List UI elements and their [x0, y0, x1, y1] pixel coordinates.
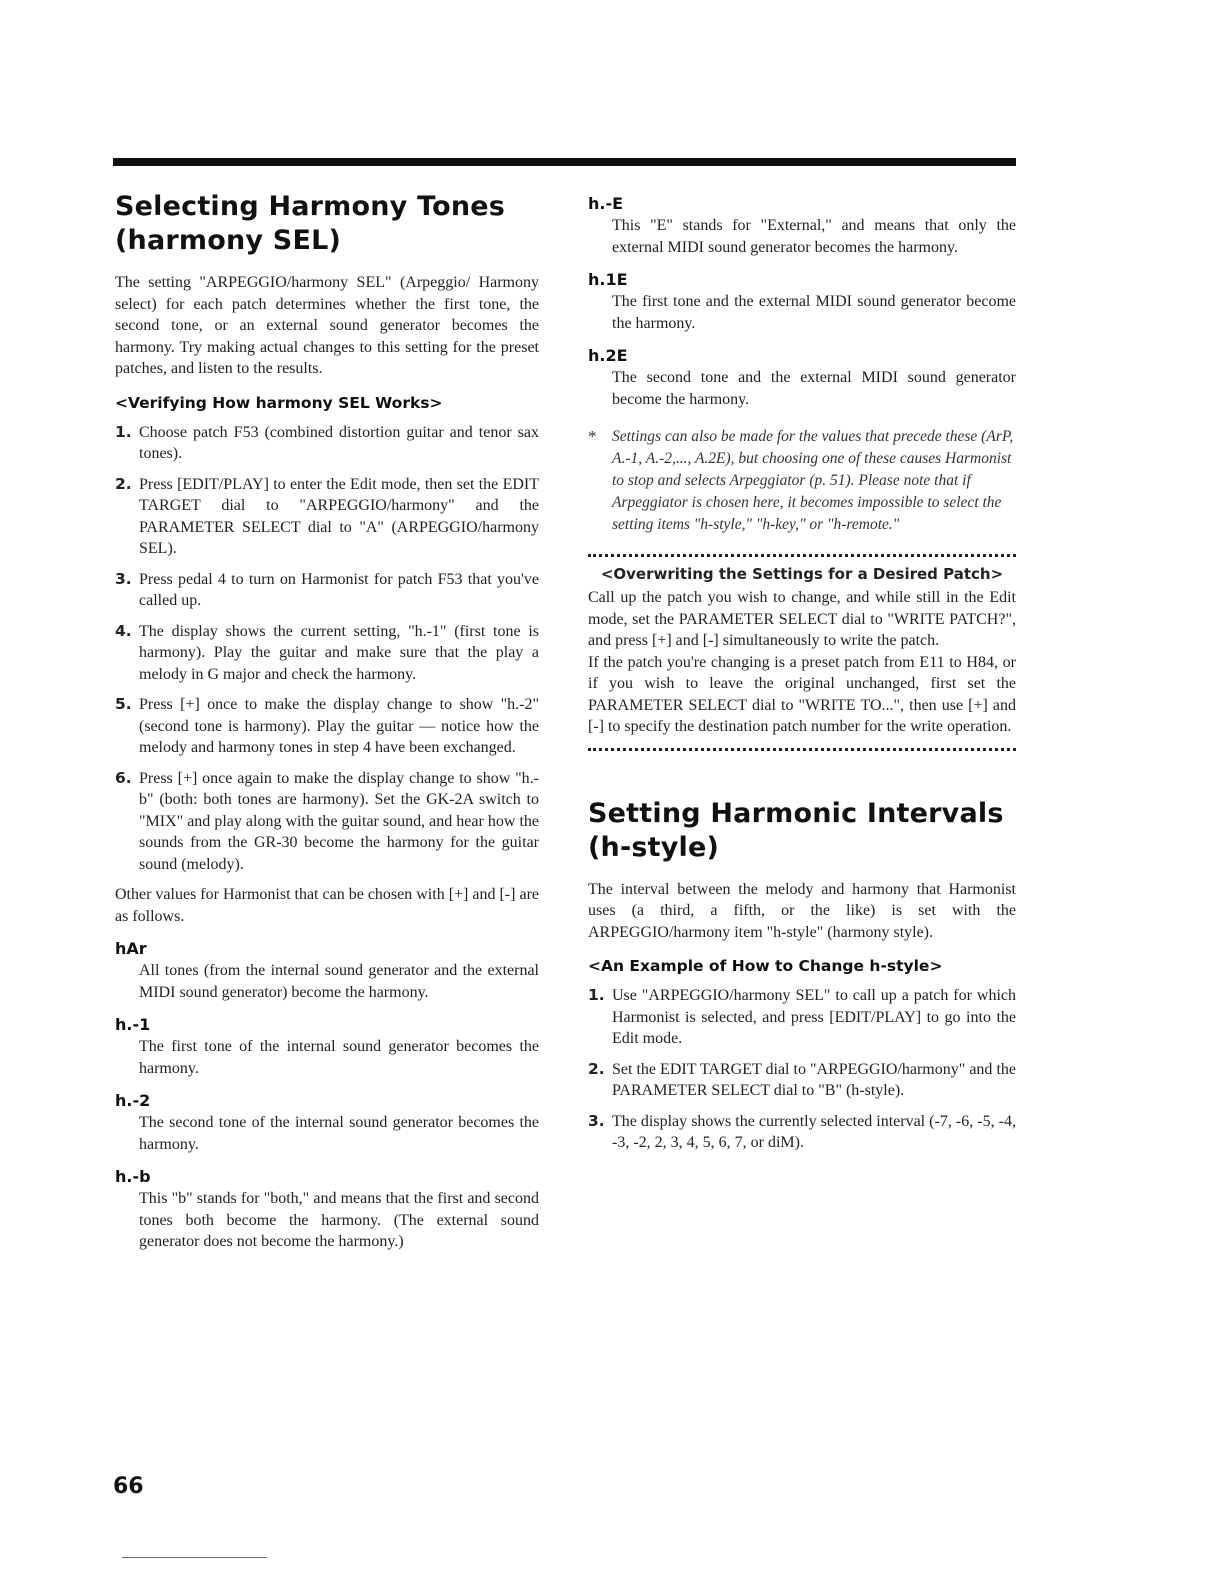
step-item: 2. Set the EDIT TARGET dial to "ARPEGGIO/harmony" and the PARAMETER SELECT dial to "B" (h-style). [588, 1059, 1016, 1099]
intro-paragraph: The interval between the melody and harmony that Harmonist uses (a third, a fifth, or the like) is set with the ARPEGGIO/harmony item "h-style" (harmony style). [588, 880, 1016, 941]
term-definition: The second tone of the internal sound generator becomes the harmony. [139, 1114, 539, 1153]
step-item: 3. The display shows the currently selected interval (-7, -6, -5, -4, -3, -2, 2, 3, 4, 5, 6, 7, or diM). [588, 1111, 1016, 1151]
subheading-verifying: <Verifying How harmony SEL Works> [115, 393, 443, 412]
term-definition: The second tone and the external MIDI sound generator become the harmony. [612, 369, 1016, 408]
asterisk-icon: * [588, 427, 597, 446]
left-column [115, 190, 539, 1253]
term-label: h.-E [588, 194, 624, 213]
subheading-example: <An Example of How to Change h-style> [588, 957, 943, 975]
term-definition: This "b" stands for "both," and means that the first and second tones both become the harmony. (The external sound generator does not become the harmony.) [139, 1190, 539, 1250]
box-paragraph: If the patch you're changing is a preset patch from E11 to H84, or if you wish to leave the original unchanged, first set the PARAMETER SELECT dial to "WRITE TO...", then use [+] and [-] to specify the destination patch number for the write operation. [588, 653, 1016, 735]
box-heading: <Overwriting the Settings for a Desired Patch> [600, 565, 1004, 583]
term-definition: This "E" stands for "External," and means that only the external MIDI sound generator becomes the harmony. [612, 217, 1016, 256]
step-item: 2. Press [EDIT/PLAY] to enter the Edit mode, then set the EDIT TARGET dial to "ARPEGGIO/harmony" and the PARAMETER SELECT dial to "A" (ARPEGGIO/harmony SEL). [115, 474, 539, 557]
term-label: h.1E [588, 270, 628, 289]
step-item: 4. The display shows the current setting, "h.-1" (first tone is harmony). Play the guitar and make sure that the play a melody in G major and check the harmony. [115, 621, 539, 683]
note [588, 426, 1016, 536]
term-definition: The first tone and the external MIDI sound generator become the harmony. [612, 293, 1016, 332]
term-label: h.2E [588, 346, 628, 365]
term-label: hAr [115, 939, 147, 958]
dotted-divider [588, 748, 1016, 751]
dotted-divider [588, 554, 1016, 557]
section-title-h-style: Setting Harmonic Intervals (h-style) [588, 797, 1004, 863]
bottom-rule [122, 1557, 267, 1558]
step-item: 5. Press [+] once to make the display change to show "h.-2" (second tone is harmony). Play the guitar — notice how the melody and harmony tones in step 4 have been exchanged. [115, 695, 539, 756]
term-label: h.-b [115, 1167, 151, 1186]
step-item: 1. Use "ARPEGGIO/harmony SEL" to call up a patch for which Harmonist is selected, and press [EDIT/PLAY] to go into the Edit mode. [588, 986, 1016, 1047]
intro-paragraph: The setting "ARPEGGIO/harmony SEL" (Arpeggio/ Harmony select) for each patch determines whether the first tone, the second tone, or an external sound generator becomes the harmony. Try making actual changes to this setting for the preset patches, and listen to the results. [115, 274, 539, 377]
note-text: Settings can also be made for the values that precede these (ArP, A.-1, A.-2,..., A.2E), but choosing one of these causes Harmonist to stop and selects Arpeggiator (p. 51). Please note that if Arpeggiator is chosen here, it becomes impossible to select the setting items "h-style," "h-key," or "h-remote." [612, 428, 1014, 533]
top-rule [113, 158, 1016, 166]
page-number: 66 [113, 1474, 144, 1499]
term-label: h.-1 [115, 1015, 151, 1034]
step-item: 3. Press pedal 4 to turn on Harmonist for patch F53 that you've called up. [115, 569, 539, 609]
section-title-harmony-sel: Selecting Harmony Tones (harmony SEL) [115, 191, 506, 256]
term-definition: All tones (from the internal sound generator and the external MIDI sound generator) become the harmony. [139, 962, 539, 1001]
term-definition: The first tone of the internal sound generator becomes the harmony. [139, 1038, 539, 1077]
term-label: h.-2 [115, 1091, 151, 1110]
right-column [588, 190, 1016, 1163]
step-item: 1. Choose patch F53 (combined distortion guitar and tenor sax tones). [115, 422, 539, 462]
other-values-paragraph: Other values for Harmonist that can be chosen with [+] and [-] are as follows. [115, 886, 539, 925]
steps-list [588, 985, 1016, 1154]
step-item: 6. Press [+] once again to make the display change to show "h.-b" (both: both tones are harmony). Set the GK-2A switch to "MIX" and play along with the guitar sound, and hear how the sounds from the GR-30 become the harmony for the guitar sound (melody). [115, 768, 539, 873]
steps-list [115, 422, 539, 876]
box-paragraph: Call up the patch you wish to change, and while still in the Edit mode, set the PARAMETER SELECT dial to "WRITE PATCH?", and press [+] and [-] simultaneously to write the patch. [588, 589, 1016, 649]
